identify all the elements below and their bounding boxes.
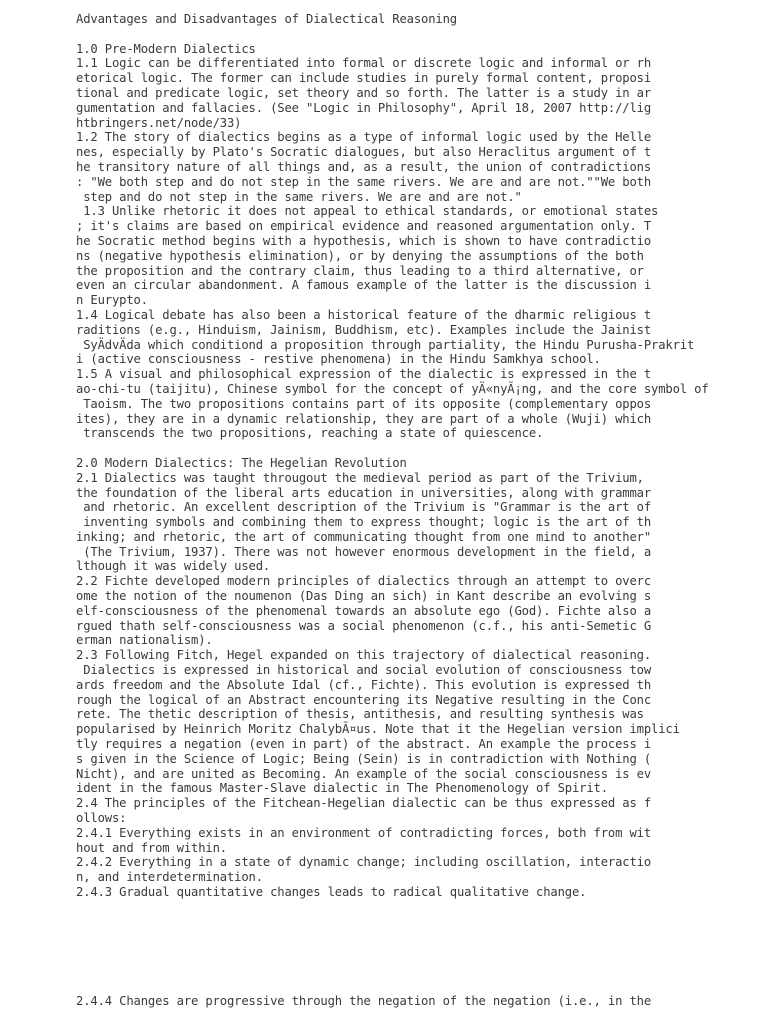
text-line: ident in the famous Master-Slave dialectic in The Phenomenology of Spirit. xyxy=(76,781,608,796)
blank-line xyxy=(76,27,762,42)
text-line: htbringers.net/node/33) xyxy=(76,115,242,130)
text-line: rete. The thetic description of thesis, antithesis, and resulting synthesis was xyxy=(76,707,644,722)
section-2-heading: 2.0 Modern Dialectics: The Hegelian Revolution xyxy=(76,455,407,470)
text-line: s given in the Science of Logic; Being (Sein) is in contradiction with Nothing ( xyxy=(76,751,651,766)
text-line: lthough it was widely used. xyxy=(76,559,271,574)
text-line: 1.4 Logical debate has also been a historical feature of the dharmic religious t xyxy=(76,307,651,322)
text-line: rough the logical of an Abstract encountering its Negative resulting in the Conc xyxy=(76,692,651,707)
text-line: ards freedom and the Absolute Idal (cf., Fichte). This evolution is expressed th xyxy=(76,677,651,692)
text-line: 2.3 Following Fitch, Hegel expanded on this trajectory of dialectical reasoning. xyxy=(76,648,651,663)
text-line: 2.1 Dialectics was taught througout the medieval period as part of the Trivium, xyxy=(76,470,644,485)
text-line: n Eurypto. xyxy=(76,293,148,308)
text-line: elf-consciousness of the phenomenal towards an absolute ego (God). Fichte also a xyxy=(76,603,651,618)
text-line: Taoism. The two propositions contains part of its opposite (complementary oppos xyxy=(76,396,651,411)
section-2-body xyxy=(76,471,762,900)
text-line: 2.2 Fichte developed modern principles of dialectics through an attempt to overc xyxy=(76,574,651,589)
text-line: erman nationalism). xyxy=(76,633,213,648)
text-line: n, and interdetermination. xyxy=(76,870,263,885)
text-line: even an circular abandonment. A famous example of the latter is the discussion i xyxy=(76,278,651,293)
text-line: transcends the two propositions, reaching a state of quiescence. xyxy=(76,426,544,441)
text-line: tional and predicate logic, set theory and so forth. The latter is a study in ar xyxy=(76,85,651,100)
text-line: inventing symbols and combining them to express thought; logic is the art of th xyxy=(76,515,651,530)
text-line: 1.2 The story of dialectics begins as a type of informal logic used by the Helle xyxy=(76,130,651,145)
text-line: inking; and rhetoric, the art of communicating thought from one mind to another" xyxy=(76,529,651,544)
text-line: ites), they are in a dynamic relationship, they are part of a whole (Wuji) which xyxy=(76,411,651,426)
text-line: Nicht), and are united as Becoming. An example of the social consciousness is ev xyxy=(76,766,651,781)
text-line: 2.4.3 Gradual quantitative changes leads to radical qualitative change. xyxy=(76,885,587,900)
text-line: 2.4.1 Everything exists in an environment of contradicting forces, both from wit xyxy=(76,825,651,840)
page-whitespace xyxy=(76,900,762,994)
text-line: step and do not step in the same rivers. We are and are not." xyxy=(76,189,522,204)
section-1-heading: 1.0 Pre-Modern Dialectics xyxy=(76,41,256,56)
text-line: ome the notion of the noumenon (Das Ding an sich) in Kant describe an evolving s xyxy=(76,589,651,604)
text-line: and rhetoric. An excellent description of the Trivium is "Grammar is the art of xyxy=(76,500,651,515)
text-line: : "We both step and do not step in the same rivers. We are and are not.""We both xyxy=(76,174,651,189)
text-line: gumentation and fallacies. (See "Logic in Philosophy", April 18, 2007 http://lig xyxy=(76,100,651,115)
text-line: 1.5 A visual and philosophical expression of the dialectic is expressed in the t xyxy=(76,367,651,382)
text-line: (The Trivium, 1937). There was not however enormous development in the field, a xyxy=(76,544,651,559)
blank-line xyxy=(76,441,762,456)
text-line: raditions (e.g., Hinduism, Jainism, Buddhism, etc). Examples include the Jainist xyxy=(76,322,651,337)
text-line: rgued thath self-consciousness was a social phenomenon (c.f., his anti-Semetic G xyxy=(76,618,651,633)
text-line: 1.1 Logic can be differentiated into formal or discrete logic and informal or rh xyxy=(76,56,651,71)
text-line: ao-chi-tu (taijitu), Chinese symbol for the concept of yÄ«nyÃ¡ng, and the core symbol of xyxy=(76,381,709,396)
text-line: i (active consciousness - restive phenomena) in the Hindu Samkhya school. xyxy=(76,352,601,367)
text-line: ; it's claims are based on empirical evidence and reasoned argumentation only. T xyxy=(76,219,651,234)
text-line: he Socratic method begins with a hypothesis, which is shown to have contradictio xyxy=(76,233,651,248)
section-1-body xyxy=(76,56,762,441)
text-line: the proposition and the contrary claim, thus leading to a third alternative, or xyxy=(76,263,644,278)
text-line: 2.4 The principles of the Fitchean-Hegelian dialectic can be thus expressed as f xyxy=(76,796,651,811)
text-line: SyÄdvÄda which conditiond a proposition through partiality, the Hindu Purusha-Prakrit xyxy=(76,337,695,352)
text-line: nes, especially by Plato's Socratic dialogues, but also Heraclitus argument of t xyxy=(76,145,651,160)
text-line: Dialectics is expressed in historical and social evolution of consciousness tow xyxy=(76,663,651,678)
text-line: the foundation of the liberal arts education in universities, along with grammar xyxy=(76,485,651,500)
text-line: ns (negative hypothesis elimination), or by denying the assumptions of the both xyxy=(76,248,644,263)
text-line: tly requires a negation (even in part) of the abstract. An example the process i xyxy=(76,737,651,752)
text-line: 2.4.2 Everything in a state of dynamic change; including oscillation, interactio xyxy=(76,855,651,870)
document-title: Advantages and Disadvantages of Dialectical Reasoning xyxy=(76,12,457,26)
text-line: ollows: xyxy=(76,811,127,826)
text-line: hout and from within. xyxy=(76,840,227,855)
text-line: popularised by Heinrich Moritz ChalybÃ¤us. Note that it the Hegelian version implici xyxy=(76,722,680,737)
document-page xyxy=(76,12,762,1009)
text-line: 1.3 Unlike rhetoric it does not appeal to ethical standards, or emotional states xyxy=(76,204,659,219)
text-line: he transitory nature of all things and, as a result, the union of contradictions xyxy=(76,159,651,174)
text-line: etorical logic. The former can include studies in purely formal content, proposi xyxy=(76,71,651,86)
trailing-line: 2.4.4 Changes are progressive through the negation of the negation (i.e., in the xyxy=(76,993,651,1008)
